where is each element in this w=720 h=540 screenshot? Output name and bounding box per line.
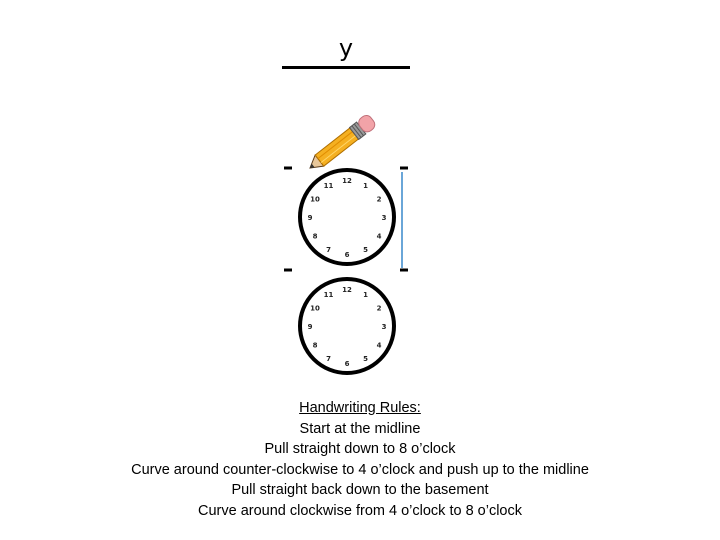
clock-number: 3 bbox=[381, 323, 387, 331]
clock-number: 5 bbox=[363, 355, 368, 363]
letter-formation-diagram bbox=[270, 100, 430, 390]
rules-heading: Handwriting Rules: bbox=[299, 400, 421, 416]
model-letter: y bbox=[338, 34, 354, 62]
clock-number: 1 bbox=[363, 182, 368, 190]
model-letter-line bbox=[282, 36, 410, 69]
clock-number: 1 bbox=[363, 291, 368, 299]
clock-number: 8 bbox=[312, 341, 318, 350]
rule-step: Pull straight back down to the basement bbox=[231, 482, 489, 498]
handwriting-rules bbox=[0, 398, 720, 521]
clock-number: 6 bbox=[344, 360, 350, 368]
rule-step: Curve around clockwise from 4 o’clock to 8 o’clock bbox=[198, 502, 522, 519]
clock-number: 11 bbox=[323, 182, 334, 190]
pencil-icon bbox=[305, 113, 377, 174]
clock-number: 2 bbox=[376, 195, 382, 204]
clock-number: 10 bbox=[310, 195, 320, 204]
clock-number: 12 bbox=[342, 286, 352, 294]
clock-number: 7 bbox=[326, 355, 331, 363]
clock-number: 10 bbox=[310, 304, 320, 313]
clock-number: 5 bbox=[363, 246, 368, 254]
clock-number: 9 bbox=[307, 323, 313, 331]
clock-number: 3 bbox=[381, 214, 387, 222]
clock-number: 6 bbox=[344, 251, 350, 259]
rule-step: Curve around counter-clockwise to 4 o’clock and push up to the midline bbox=[131, 461, 589, 478]
clock-number: 11 bbox=[323, 291, 334, 299]
rule-step: Start at the midline bbox=[299, 420, 421, 437]
clock-number: 7 bbox=[326, 246, 331, 254]
lower-clock-face bbox=[300, 279, 394, 373]
clock-number: 12 bbox=[342, 177, 352, 185]
upper-clock-face bbox=[300, 170, 394, 264]
clock-number: 2 bbox=[376, 304, 382, 313]
rule-step: Pull straight down to 8 o’clock bbox=[264, 441, 456, 457]
clock-number: 4 bbox=[376, 232, 382, 241]
clock-number: 9 bbox=[307, 214, 313, 222]
clock-number: 4 bbox=[376, 341, 382, 350]
clock-number: 8 bbox=[312, 232, 318, 241]
